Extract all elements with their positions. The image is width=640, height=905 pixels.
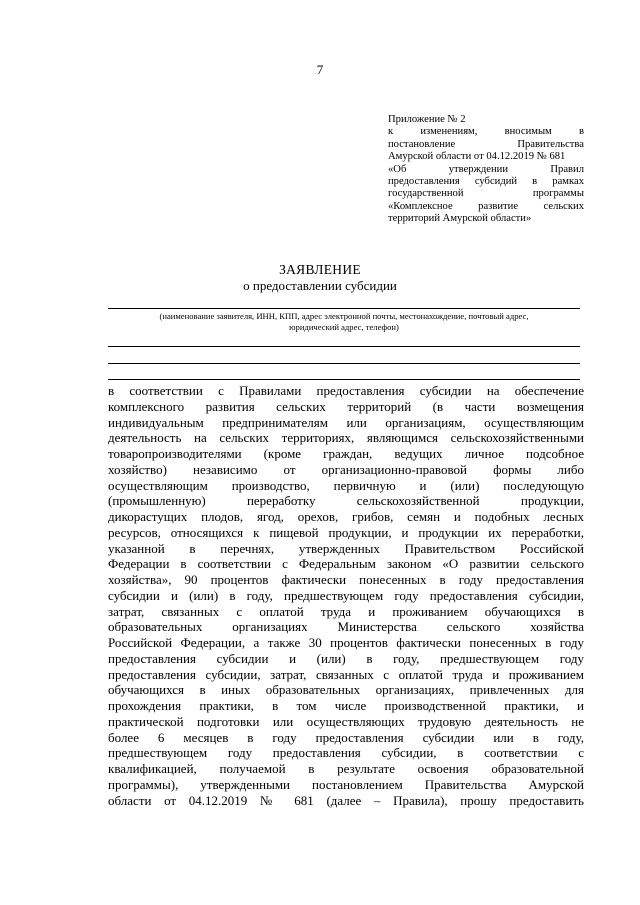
body-line: обучающихся в иных образовательных организациях, привлеченных для bbox=[108, 682, 584, 698]
body-line: товаропроизводителями (кроме граждан, ведущих личное подсобное bbox=[108, 446, 584, 461]
body-line: программы), утвержденными постановлением Правительства Амурской bbox=[108, 776, 584, 792]
body-line: области от 04.12.2019 № 681 (далее – Правила), прошу предоставить bbox=[108, 792, 584, 808]
body-line: осуществляющим производство, первичную и (или) последующую bbox=[108, 477, 584, 493]
appendix-line: «Комплексное развитие сельских bbox=[388, 200, 584, 212]
body-line: индивидуальным предпринимателям или организациям, осуществляющим bbox=[108, 414, 584, 430]
body-line: образовательных организациях Министерства сельского хозяйства bbox=[108, 619, 584, 635]
body-line: затрат, связанных с оплатой труда и проживанием обучающихся в bbox=[108, 603, 584, 619]
body-line: практической подготовки или осуществляющих трудовую деятельность не bbox=[108, 713, 584, 729]
body-line: субсидии и (или) в году, предшествующем году предоставления субсидии, bbox=[108, 587, 584, 603]
body-line: предоставления субсидии, затрат, связанных с оплатой труда и проживанием bbox=[108, 666, 584, 682]
body-line: дикорастущих плодов, ягод, орехов, грибов, семян и подобных лесных bbox=[108, 509, 584, 524]
body-line: указанной в перечнях, утвержденных Правительством Российской bbox=[108, 540, 584, 556]
body-line: комплексного развития сельских территорий (в части возмещения bbox=[108, 398, 584, 414]
body-line: Федерации в соответствии с Федеральным законом «О развитии сельского bbox=[108, 556, 584, 572]
body-line: в соответствии с Правилами предоставления субсидии на обеспечение bbox=[108, 383, 584, 398]
body-line: предшествующем году предоставления субсидии, в соответствии с bbox=[108, 745, 584, 761]
blank-line bbox=[108, 363, 580, 364]
blank-line bbox=[108, 346, 580, 347]
appendix-line: постановление Правительства bbox=[388, 138, 584, 150]
document-subtitle: о предоставлении субсидии bbox=[243, 278, 397, 293]
page-number: 7 bbox=[316, 62, 324, 77]
appendix-line: территорий Амурской области» bbox=[388, 213, 532, 225]
applicant-caption bbox=[108, 311, 580, 333]
body-line: Российской Федерации, а также 30 процентов фактически понесенных в году bbox=[108, 635, 584, 650]
blank-line bbox=[108, 379, 580, 380]
body-line: (промышленную) переработку сельскохозяйственной продукции, bbox=[108, 493, 584, 509]
body-line: квалификацией, получаемой в результате освоения образовательной bbox=[108, 761, 584, 776]
body-line: деятельность на сельских территориях, являющимся сельскохозяйственными bbox=[108, 430, 584, 446]
body-line: прохождения практики, в том числе производственной практики, и bbox=[108, 698, 584, 713]
appendix-line: Приложение № 2 bbox=[388, 114, 466, 125]
application-body bbox=[108, 383, 584, 808]
body-line: хозяйства», 90 процентов фактически понесенных в году предоставления bbox=[108, 572, 584, 587]
appendix-header bbox=[388, 114, 584, 226]
applicant-line bbox=[108, 308, 580, 309]
document-title: ЗАЯВЛЕНИЕ bbox=[279, 262, 361, 277]
body-line: предоставления субсидии и (или) в году, предшествующем году bbox=[108, 650, 584, 666]
body-line: хозяйство) независимо от организационно-правовой формы либо bbox=[108, 461, 584, 477]
appendix-line: к изменениям, вносимым в bbox=[388, 126, 584, 138]
body-line: ресурсов, относящихся к пищевой продукции, и продукции их переработки, bbox=[108, 524, 584, 540]
appendix-line: «Об утверждении Правил bbox=[388, 163, 584, 175]
appendix-line: Амурской области от 04.12.2019 № 681 bbox=[388, 151, 566, 163]
caption-line: (наименование заявителя, ИНН, КПП, адрес электронной почты, местонахождение, почтовый адрес, bbox=[159, 311, 529, 321]
body-line: более 6 месяцев в году предоставления субсидии или в году, bbox=[108, 729, 584, 745]
caption-line: юридический адрес, телефон) bbox=[289, 322, 399, 332]
appendix-line: государственной программы bbox=[388, 188, 584, 200]
appendix-line: предоставления субсидий в рамках bbox=[388, 176, 584, 188]
